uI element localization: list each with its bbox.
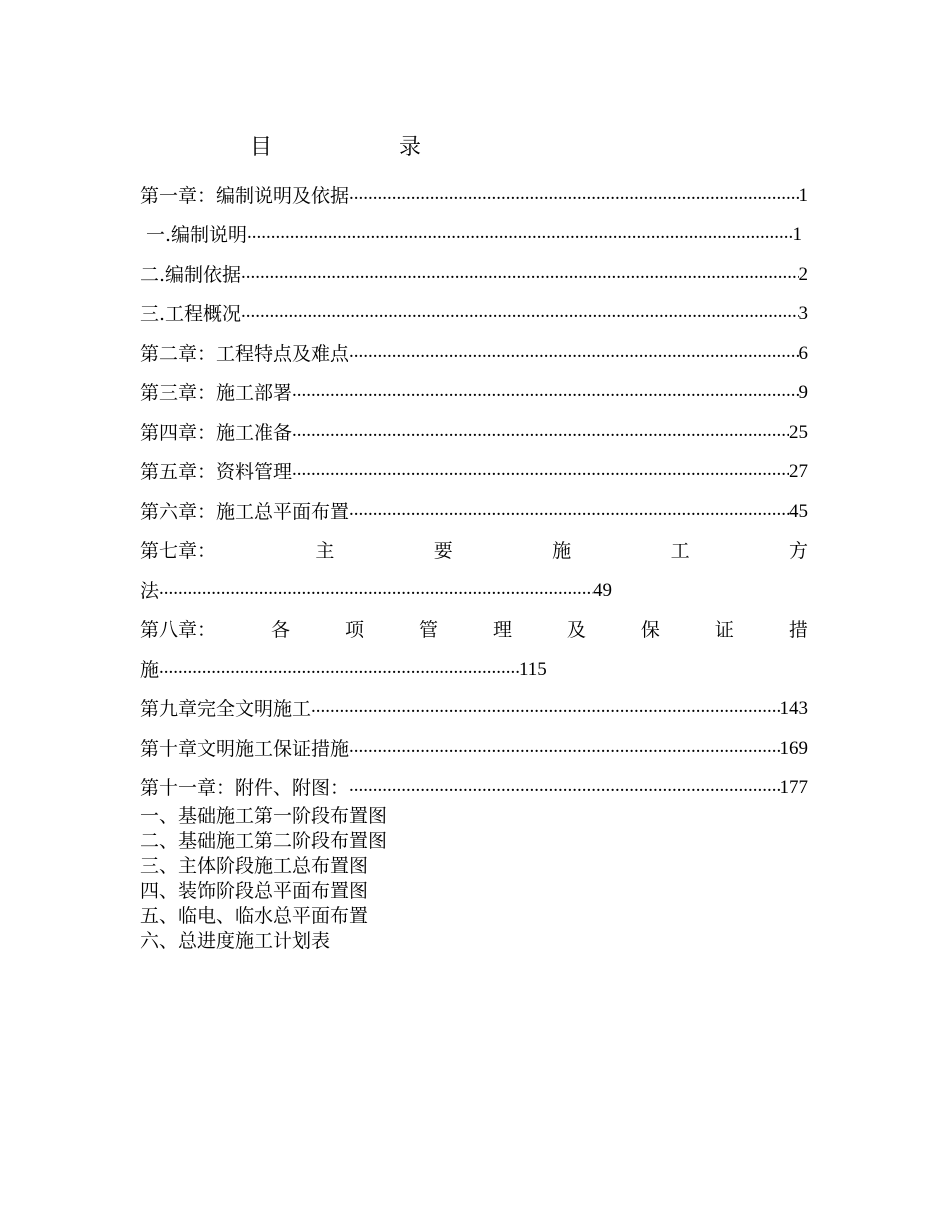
toc-entry-char: 及 (566, 619, 586, 641)
toc-entry-char: 证 (714, 619, 734, 641)
toc-entry-page: 115 (519, 658, 547, 680)
toc-leader-dots (241, 296, 798, 328)
toc-entry (140, 330, 808, 370)
toc-leader-dots (349, 178, 798, 210)
toc-leader-dots (247, 217, 792, 249)
toc-entry-page: 6 (798, 342, 808, 364)
toc-entry-text: 一.编制说明 (146, 224, 248, 246)
toc-leader-dots (159, 573, 593, 605)
toc-entry-page: 49 (593, 579, 613, 601)
toc-entry-page: 2 (798, 263, 808, 285)
toc-leader-dots (292, 375, 798, 407)
toc-entry-text: 第一章：编制说明及依据 (140, 184, 350, 207)
toc-entry-page: 1 (792, 224, 802, 245)
toc-entry-label: 第八章： (140, 619, 217, 641)
toc-entry (140, 251, 808, 291)
toc-entry-page: 1 (798, 184, 808, 206)
toc-entry (140, 449, 808, 489)
toc-entry-char: 项 (344, 619, 364, 641)
toc-leader-dots (349, 731, 779, 763)
toc-title: 目 录 (250, 135, 481, 160)
toc-entry-text: 第四章：施工准备 (140, 421, 293, 444)
toc-leader-dots (349, 494, 789, 526)
appendix-list (140, 804, 387, 954)
toc-entry (140, 686, 808, 726)
toc-entry-text: 第九章完全文明施工 (140, 698, 312, 720)
appendix-item: 三、主体阶段施工总布置图 (140, 855, 369, 877)
toc-entry-page: 45 (789, 500, 808, 522)
toc-leader-dots (159, 652, 519, 684)
toc-entry-char: 施 (552, 540, 572, 562)
toc-entry-page: 27 (789, 461, 808, 482)
toc-entry-page: 143 (779, 698, 808, 719)
toc-leader-dots (349, 336, 798, 368)
toc-entry-char: 方 (788, 540, 808, 562)
toc-entry (140, 409, 808, 449)
toc-entry-char: 理 (492, 619, 512, 641)
toc-leader-dots (349, 770, 779, 802)
toc-entry-text: 法 (140, 579, 160, 602)
toc-leader-dots (292, 415, 789, 447)
appendix-item: 一、基础施工第一阶段布置图 (140, 805, 388, 827)
toc-entry-page: 9 (798, 382, 808, 403)
toc-entry-text: 二.编制依据 (140, 263, 242, 286)
toc-entry-char: 措 (788, 619, 808, 641)
toc-entry (140, 765, 808, 805)
toc-entry (140, 370, 808, 410)
toc-entry (140, 212, 802, 252)
toc-leader-dots (241, 257, 798, 289)
appendix-item: 二、基础施工第二阶段布置图 (140, 830, 388, 852)
toc-entry-text: 第三章：施工部署 (140, 382, 293, 404)
toc-entry-text: 三.工程概况 (140, 303, 242, 325)
toc-entry (140, 172, 808, 212)
toc-entry-char: 保 (640, 619, 660, 641)
appendix-item: 六、总进度施工计划表 (140, 930, 331, 952)
toc-entry (140, 725, 808, 765)
toc-entry-chapter8-line2 (140, 646, 808, 686)
toc-entry-label: 第七章： (140, 540, 217, 562)
toc-entry-text: 第二章：工程特点及难点 (140, 342, 350, 365)
toc-entry-text: 第五章：资料管理 (140, 461, 293, 483)
toc-entry-text: 第六章：施工总平面布置 (140, 500, 350, 523)
toc-leader-dots (311, 691, 779, 723)
appendix-item: 五、临电、临水总平面布置 (140, 905, 369, 927)
toc-entry-text: 第十章文明施工保证措施 (140, 737, 350, 760)
toc-entry-text: 第十一章：附件、附图： (140, 777, 350, 799)
toc-entry-chapter7-line2 (140, 567, 808, 607)
toc-entry-char: 工 (670, 540, 690, 562)
toc-leader-dots (292, 454, 789, 486)
table-of-contents (140, 172, 808, 804)
toc-entry-chapter7-line1 (140, 528, 808, 568)
toc-entry-page: 177 (779, 777, 808, 798)
toc-entry (140, 291, 808, 331)
toc-entry-page: 25 (789, 421, 808, 443)
toc-entry-char: 要 (433, 540, 453, 562)
toc-entry-chapter8-line1 (140, 607, 808, 647)
toc-entry-text: 施 (140, 658, 160, 681)
toc-entry-page: 3 (798, 303, 808, 324)
toc-entry-page: 169 (779, 737, 808, 759)
toc-entry-char: 主 (315, 540, 335, 562)
appendix-item: 四、装饰阶段总平面布置图 (140, 880, 369, 902)
toc-entry (140, 488, 808, 528)
toc-entry-char: 各 (270, 619, 290, 641)
toc-entry-char: 管 (418, 619, 438, 641)
